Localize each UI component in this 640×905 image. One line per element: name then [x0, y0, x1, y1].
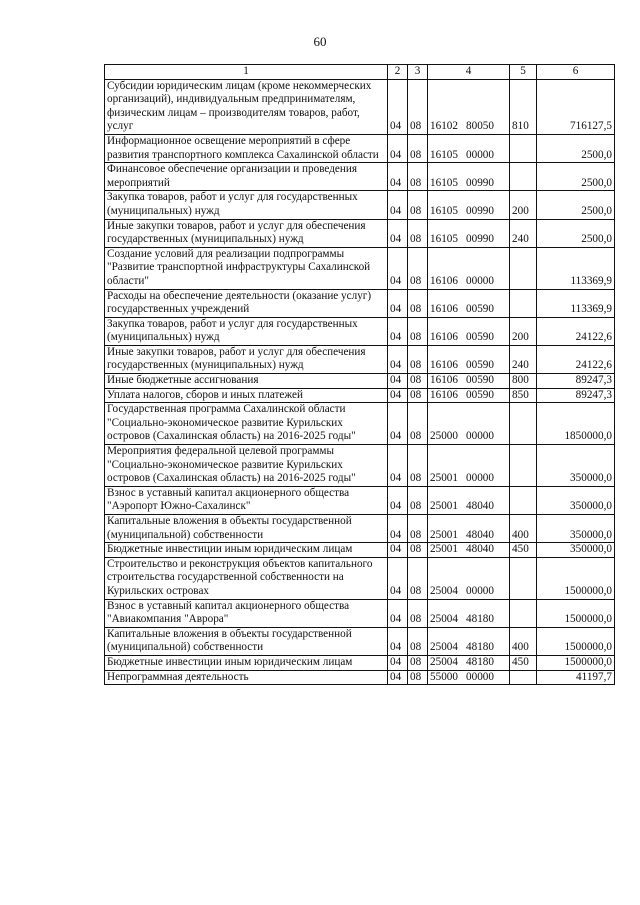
amount: 1500000,0 [537, 599, 615, 627]
amount: 89247,3 [537, 374, 615, 389]
section-code: 04 [388, 403, 408, 445]
table-row [105, 317, 615, 345]
subsection-code: 08 [408, 515, 428, 543]
target-article-direction: 00000 [466, 430, 494, 443]
target-article-code [428, 670, 510, 685]
expense-name: Закупка товаров, работ и услуг для государственных (муниципальных) нужд [105, 317, 388, 345]
section-code: 04 [388, 191, 408, 219]
expense-name: Расходы на обеспечение деятельности (оказание услуг) государственных учреждений [105, 289, 388, 317]
expense-name: Закупка товаров, работ и услуг для государственных (муниципальных) нужд [105, 191, 388, 219]
target-article-code [428, 247, 510, 289]
table-row [105, 374, 615, 389]
target-article-code [428, 543, 510, 558]
expense-name: Бюджетные инвестиции иным юридическим лицам [105, 655, 388, 670]
table-row [105, 599, 615, 627]
expense-type-code: 810 [510, 79, 537, 134]
table-row [105, 134, 615, 162]
section-code: 04 [388, 557, 408, 599]
target-article-code [428, 445, 510, 487]
table-row [105, 543, 615, 558]
subsection-code: 08 [408, 317, 428, 345]
target-article-direction: 48040 [466, 500, 494, 513]
header-cell: 1 [105, 65, 388, 80]
expense-name: Уплата налогов, сборов и иных платежей [105, 388, 388, 403]
target-article-program: 16106 [430, 359, 458, 372]
section-code: 04 [388, 599, 408, 627]
amount: 2500,0 [537, 191, 615, 219]
amount: 113369,9 [537, 289, 615, 317]
target-article-direction: 00000 [466, 274, 494, 287]
target-article-program: 16105 [430, 148, 458, 161]
target-article-program: 16106 [430, 303, 458, 316]
header-cell: 3 [408, 65, 428, 80]
table-row [105, 670, 615, 685]
page-number: 60 [313, 34, 327, 49]
table-row [105, 79, 615, 134]
expense-type-code [510, 163, 537, 191]
amount: 716127,5 [537, 79, 615, 134]
target-article-direction: 48180 [466, 613, 494, 626]
expense-name: Мероприятия федеральной целевой программы "Социально-экономическое развитие Курильских островов (Сахалинская область) на 2016-2025 годы" [105, 445, 388, 487]
target-article-direction: 48040 [466, 543, 494, 556]
expense-name: Взнос в уставный капитал акционерного общества "Аэропорт Южно-Сахалинск" [105, 486, 388, 514]
header-cell: 5 [510, 65, 537, 80]
subsection-code: 08 [408, 543, 428, 558]
subsection-code: 08 [408, 163, 428, 191]
section-code: 04 [388, 345, 408, 373]
target-article-code [428, 486, 510, 514]
subsection-code: 08 [408, 486, 428, 514]
target-article-direction: 48180 [466, 655, 494, 668]
subsection-code: 08 [408, 289, 428, 317]
amount: 1500000,0 [537, 557, 615, 599]
section-code: 04 [388, 134, 408, 162]
table-row [105, 445, 615, 487]
table-row [105, 515, 615, 543]
target-article-code [428, 655, 510, 670]
target-article-program: 25001 [430, 528, 458, 541]
table-row [105, 345, 615, 373]
expense-name: Иные закупки товаров, работ и услуг для обеспечения государственных (муниципальных) нужд [105, 345, 388, 373]
expense-type-code [510, 557, 537, 599]
expense-type-code: 200 [510, 317, 537, 345]
target-article-program: 16105 [430, 204, 458, 217]
expense-type-code [510, 670, 537, 685]
expense-type-code [510, 403, 537, 445]
section-code: 04 [388, 247, 408, 289]
expense-type-code: 240 [510, 345, 537, 373]
amount: 2500,0 [537, 163, 615, 191]
amount: 350000,0 [537, 486, 615, 514]
expense-type-code: 850 [510, 388, 537, 403]
section-code: 04 [388, 445, 408, 487]
table-row [105, 247, 615, 289]
target-article-code [428, 163, 510, 191]
amount: 1850000,0 [537, 403, 615, 445]
target-article-direction: 00990 [466, 233, 494, 246]
expense-name: Субсидии юридическим лицам (кроме некоммерческих организаций), индивидуальным предпринимателям, физическим лицам – производителям товаров, работ, услуг [105, 79, 388, 134]
target-article-direction: 00000 [466, 584, 494, 597]
table-row [105, 191, 615, 219]
target-article-code [428, 627, 510, 655]
header-cell: 2 [388, 65, 408, 80]
expense-name: Капитальные вложения в объекты государственной (муниципальной) собственности [105, 627, 388, 655]
table-row [105, 486, 615, 514]
expense-type-code [510, 289, 537, 317]
target-article-code [428, 289, 510, 317]
subsection-code: 08 [408, 374, 428, 389]
expense-name: Капитальные вложения в объекты государственной (муниципальной) собственности [105, 515, 388, 543]
target-article-program: 55000 [430, 670, 458, 683]
target-article-program: 16105 [430, 176, 458, 189]
section-code: 04 [388, 515, 408, 543]
table-row [105, 388, 615, 403]
target-article-direction: 00000 [466, 670, 494, 683]
target-article-program: 25004 [430, 613, 458, 626]
subsection-code: 08 [408, 191, 428, 219]
target-article-code [428, 191, 510, 219]
expense-type-code: 450 [510, 655, 537, 670]
target-article-program: 16105 [430, 233, 458, 246]
subsection-code: 08 [408, 219, 428, 247]
target-article-code [428, 557, 510, 599]
expense-type-code: 450 [510, 543, 537, 558]
target-article-direction: 00590 [466, 303, 494, 316]
target-article-program: 16102 [430, 120, 458, 133]
expense-type-code: 240 [510, 219, 537, 247]
target-article-direction: 00000 [466, 148, 494, 161]
target-article-program: 25001 [430, 500, 458, 513]
subsection-code: 08 [408, 247, 428, 289]
subsection-code: 08 [408, 345, 428, 373]
subsection-code: 08 [408, 655, 428, 670]
target-article-direction: 00590 [466, 374, 494, 387]
target-article-code [428, 374, 510, 389]
target-article-program: 25001 [430, 543, 458, 556]
target-article-direction: 48180 [466, 641, 494, 654]
subsection-code: 08 [408, 445, 428, 487]
subsection-code: 08 [408, 557, 428, 599]
target-article-code [428, 388, 510, 403]
target-article-program: 25004 [430, 655, 458, 668]
target-article-direction: 00590 [466, 331, 494, 344]
expense-name: Непрограммная деятельность [105, 670, 388, 685]
section-code: 04 [388, 79, 408, 134]
expense-name: Создание условий для реализации подпрограммы "Развитие транспортной инфраструктуры Сахалинской области" [105, 247, 388, 289]
expense-type-code [510, 134, 537, 162]
expense-name: Государственная программа Сахалинской области "Социально-экономическое развитие Курильских островов (Сахалинская область) на 2016-2025 годы" [105, 403, 388, 445]
subsection-code: 08 [408, 403, 428, 445]
section-code: 04 [388, 219, 408, 247]
section-code: 04 [388, 670, 408, 685]
section-code: 04 [388, 374, 408, 389]
amount: 24122,6 [537, 317, 615, 345]
amount: 89247,3 [537, 388, 615, 403]
expense-type-code [510, 445, 537, 487]
target-article-direction: 80050 [466, 120, 494, 133]
expense-type-code: 400 [510, 627, 537, 655]
header-row [105, 65, 615, 80]
amount: 41197,7 [537, 670, 615, 685]
amount: 2500,0 [537, 219, 615, 247]
subsection-code: 08 [408, 134, 428, 162]
target-article-code [428, 403, 510, 445]
expense-name: Бюджетные инвестиции иным юридическим лицам [105, 543, 388, 558]
table-row [105, 627, 615, 655]
expense-type-code: 800 [510, 374, 537, 389]
table-row [105, 655, 615, 670]
expense-type-code [510, 486, 537, 514]
expense-name: Финансовое обеспечение организации и проведения мероприятий [105, 163, 388, 191]
target-article-direction: 48040 [466, 528, 494, 541]
header-cell: 6 [537, 65, 615, 80]
target-article-code [428, 219, 510, 247]
section-code: 04 [388, 627, 408, 655]
target-article-code [428, 515, 510, 543]
target-article-direction: 00590 [466, 359, 494, 372]
amount: 350000,0 [537, 515, 615, 543]
target-article-code [428, 345, 510, 373]
target-article-program: 25004 [430, 641, 458, 654]
target-article-program: 25000 [430, 430, 458, 443]
target-article-code [428, 317, 510, 345]
subsection-code: 08 [408, 670, 428, 685]
target-article-direction: 00000 [466, 472, 494, 485]
section-code: 04 [388, 163, 408, 191]
table-row [105, 163, 615, 191]
expense-name: Иные закупки товаров, работ и услуг для обеспечения государственных (муниципальных) нужд [105, 219, 388, 247]
header-cell: 4 [428, 65, 510, 80]
target-article-program: 25001 [430, 472, 458, 485]
target-article-code [428, 79, 510, 134]
section-code: 04 [388, 317, 408, 345]
amount: 1500000,0 [537, 655, 615, 670]
table-row [105, 289, 615, 317]
target-article-program: 16106 [430, 374, 458, 387]
table-row [105, 557, 615, 599]
section-code: 04 [388, 655, 408, 670]
target-article-program: 16106 [430, 388, 458, 401]
table-row [105, 403, 615, 445]
section-code: 04 [388, 543, 408, 558]
expense-type-code: 200 [510, 191, 537, 219]
expense-type-code [510, 247, 537, 289]
expense-name: Взнос в уставный капитал акционерного общества "Авиакомпания "Аврора" [105, 599, 388, 627]
target-article-program: 16106 [430, 331, 458, 344]
amount: 24122,6 [537, 345, 615, 373]
target-article-direction: 00990 [466, 204, 494, 217]
section-code: 04 [388, 289, 408, 317]
target-article-code [428, 599, 510, 627]
amount: 350000,0 [537, 445, 615, 487]
subsection-code: 08 [408, 599, 428, 627]
subsection-code: 08 [408, 388, 428, 403]
expense-name: Информационное освещение мероприятий в сфере развития транспортного комплекса Сахалинской области [105, 134, 388, 162]
amount: 2500,0 [537, 134, 615, 162]
target-article-program: 25004 [430, 584, 458, 597]
budget-table [104, 64, 615, 685]
target-article-code [428, 134, 510, 162]
amount: 350000,0 [537, 543, 615, 558]
amount: 113369,9 [537, 247, 615, 289]
table-row [105, 219, 615, 247]
expense-name: Иные бюджетные ассигнования [105, 374, 388, 389]
section-code: 04 [388, 388, 408, 403]
section-code: 04 [388, 486, 408, 514]
subsection-code: 08 [408, 79, 428, 134]
subsection-code: 08 [408, 627, 428, 655]
target-article-direction: 00990 [466, 176, 494, 189]
expense-type-code: 400 [510, 515, 537, 543]
amount: 1500000,0 [537, 627, 615, 655]
target-article-direction: 00590 [466, 388, 494, 401]
target-article-program: 16106 [430, 274, 458, 287]
expense-name: Строительство и реконструкция объектов капитального строительства государственной собственности на Курильских островах [105, 557, 388, 599]
expense-type-code [510, 599, 537, 627]
